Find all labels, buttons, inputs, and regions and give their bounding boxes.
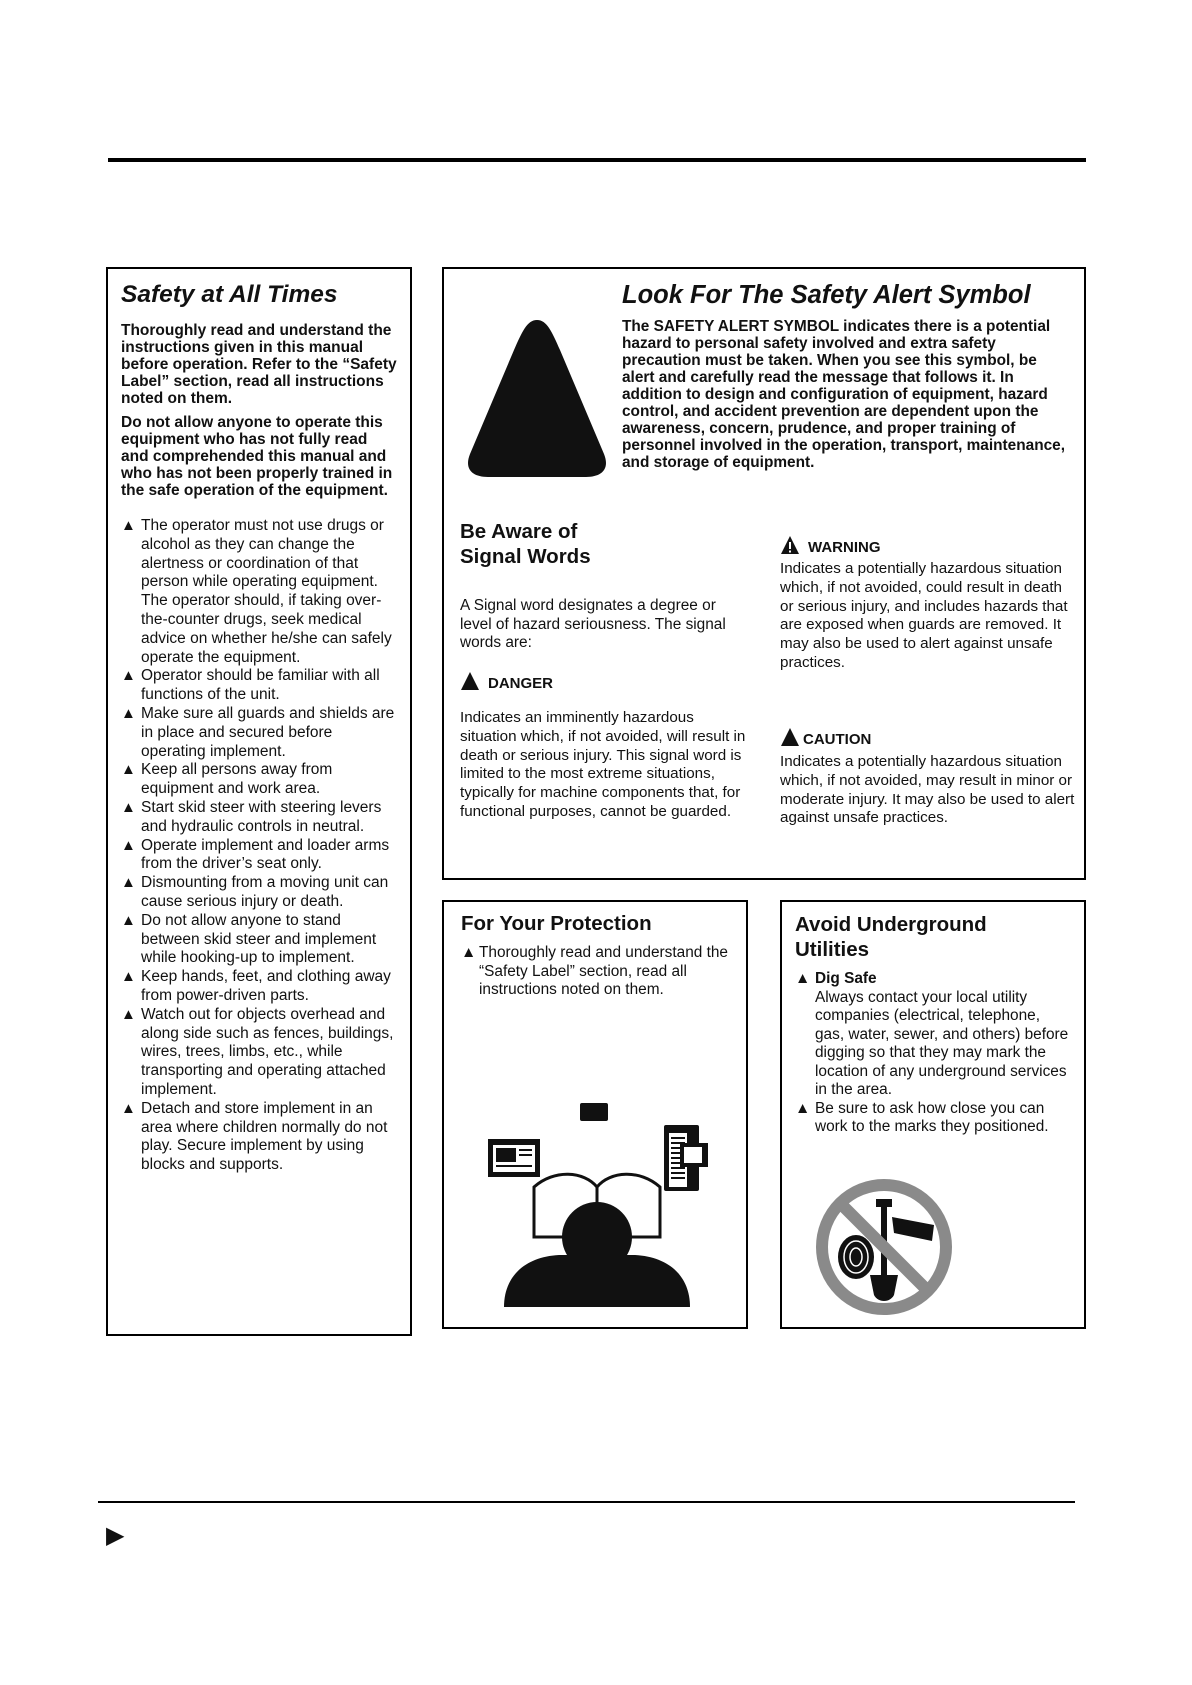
triangle-bullet-icon: ▲	[121, 1005, 136, 1023]
footer-rule	[98, 1501, 1075, 1503]
list-item: ▲ Watch out for objects overhead and along side such as fences, buildings, wires, trees, limbs, etc., while transporting and operating attached implement.	[121, 1005, 394, 1098]
list-item: ▲ Make sure all guards and shields are in place and secured before operating implement.	[121, 704, 395, 760]
safety-training-paragraph: Do not allow anyone to operate this equipment who has not fully read and comprehended this manual and who has not been properly trained in the safe operation of the equipment.	[121, 414, 393, 499]
play-arrow-icon: ▶	[106, 1522, 125, 1549]
triangle-bullet-icon: ▲	[121, 911, 136, 929]
danger-description: Indicates an imminently hazardous situation which, if not avoided, will result in death or serious injury. This signal word is limited to the most extreme situations, typically for machine components that, for functional purposes, cannot be guarded.	[460, 709, 746, 820]
warning-label: WARNING	[780, 535, 881, 557]
avoid-underground-utilities-box	[780, 900, 1086, 1329]
warning-alert-icon	[780, 535, 800, 555]
alert-symbol-description: The SAFETY ALERT SYMBOL indicates there is a potential hazard to personal safety involved and extra safety precaution must be taken. When you see this symbol, be alert and carefully read the message that follows it. In addition to design and configuration of equipment, hazard control, and accident prevention are dependent upon the awareness, concern, prudence, and proper training of personnel involved in the operation, transport, maintenance, and storage of equipment.	[622, 318, 1065, 471]
header-rule	[108, 158, 1086, 162]
caution-alert-icon	[780, 727, 800, 747]
danger-label: DANGER	[460, 671, 553, 693]
list-item: ▲ Operator should be familiar with all functions of the unit.	[121, 667, 380, 704]
triangle-bullet-icon: ▲	[121, 1099, 136, 1117]
caution-description: Indicates a potentially hazardous situation which, if not avoided, may result in minor or moderate injury. It may also be used to alert against unsafe practices.	[780, 753, 1075, 827]
triangle-bullet-icon: ▲	[121, 704, 136, 722]
triangle-bullet-icon: ▲	[795, 1099, 811, 1117]
list-item: ▲ The operator must not use drugs or alcohol as they can change the alertness or coordination of that person while operating equipment. The operator should, if taking over-the-counter drugs, seek medical advice on whether he/she can safely operate the equipment.	[121, 517, 392, 666]
safety-intro-paragraph: Thoroughly read and understand the instructions given in this manual before operation. Refer to the “Safety Label” section, read all instructions noted on them.	[121, 322, 397, 407]
safety-bullet-list	[121, 517, 397, 1175]
list-item: ▲ Do not allow anyone to stand between skid steer and implement while hooking-up to implement.	[121, 911, 377, 967]
protection-item: ▲ Thoroughly read and understand the “Safety Label” section, read all instructions noted on them.	[461, 944, 728, 998]
for-your-protection-box	[442, 900, 748, 1329]
list-item: ▲ Start skid steer with steering levers and hydraulic controls in neutral.	[121, 798, 382, 835]
safety-title: Safety at All Times	[121, 281, 338, 308]
safety-alert-triangle-icon	[462, 314, 612, 479]
safety-at-all-times-box	[106, 267, 412, 1336]
triangle-bullet-icon: ▲	[795, 970, 811, 987]
list-item: ▲ Keep hands, feet, and clothing away from power-driven parts.	[121, 968, 391, 1004]
alert-symbol-title: Look For The Safety Alert Symbol	[622, 281, 1031, 309]
list-item: ▲ Keep all persons away from equipment and work area.	[121, 761, 333, 798]
warning-description: Indicates a potentially hazardous situation which, if not avoided, could result in death or serious injury, and includes hazards that are exposed when guards are removed. It may also be used to alert against unsafe practices.	[780, 560, 1068, 671]
list-item: ▲ Dismounting from a moving unit can cause serious injury or death.	[121, 874, 389, 910]
safety-alert-symbol-box	[442, 267, 1086, 880]
list-item: ▲ Operate implement and loader arms from the driver’s seat only.	[121, 836, 390, 873]
triangle-bullet-icon: ▲	[461, 944, 477, 961]
triangle-bullet-icon: ▲	[121, 968, 136, 986]
list-item: ▲ Detach and store implement in an area where children normally do not play. Secure implement by using blocks and supports.	[121, 1099, 388, 1174]
person-reading-manual-icon	[484, 1087, 714, 1312]
ask-distance-item: ▲ Be sure to ask how close you can work to the marks they positioned.	[795, 1099, 1049, 1135]
dig-safe-item: ▲ Dig Safe Always contact your local utility companies (electrical, telephone, gas, water, sewer, and others) before digging so that they may mark the location of any underground services in the area.	[795, 970, 1069, 1098]
signal-words-title: Be Aware of Signal Words	[460, 520, 591, 568]
triangle-bullet-icon: ▲	[121, 874, 136, 892]
triangle-bullet-icon: ▲	[121, 517, 136, 534]
triangle-bullet-icon: ▲	[121, 836, 136, 854]
caution-label: CAUTION	[780, 727, 871, 749]
protection-title: For Your Protection	[461, 912, 652, 935]
triangle-bullet-icon: ▲	[121, 667, 136, 685]
triangle-bullet-icon: ▲	[121, 761, 136, 779]
no-digging-icon	[814, 1177, 954, 1317]
signal-words-intro: A Signal word designates a degree or level of hazard seriousness. The signal words are:	[460, 597, 726, 651]
utilities-title: Avoid Underground Utilities	[795, 913, 987, 961]
danger-alert-icon	[460, 671, 480, 691]
triangle-bullet-icon: ▲	[121, 798, 136, 816]
